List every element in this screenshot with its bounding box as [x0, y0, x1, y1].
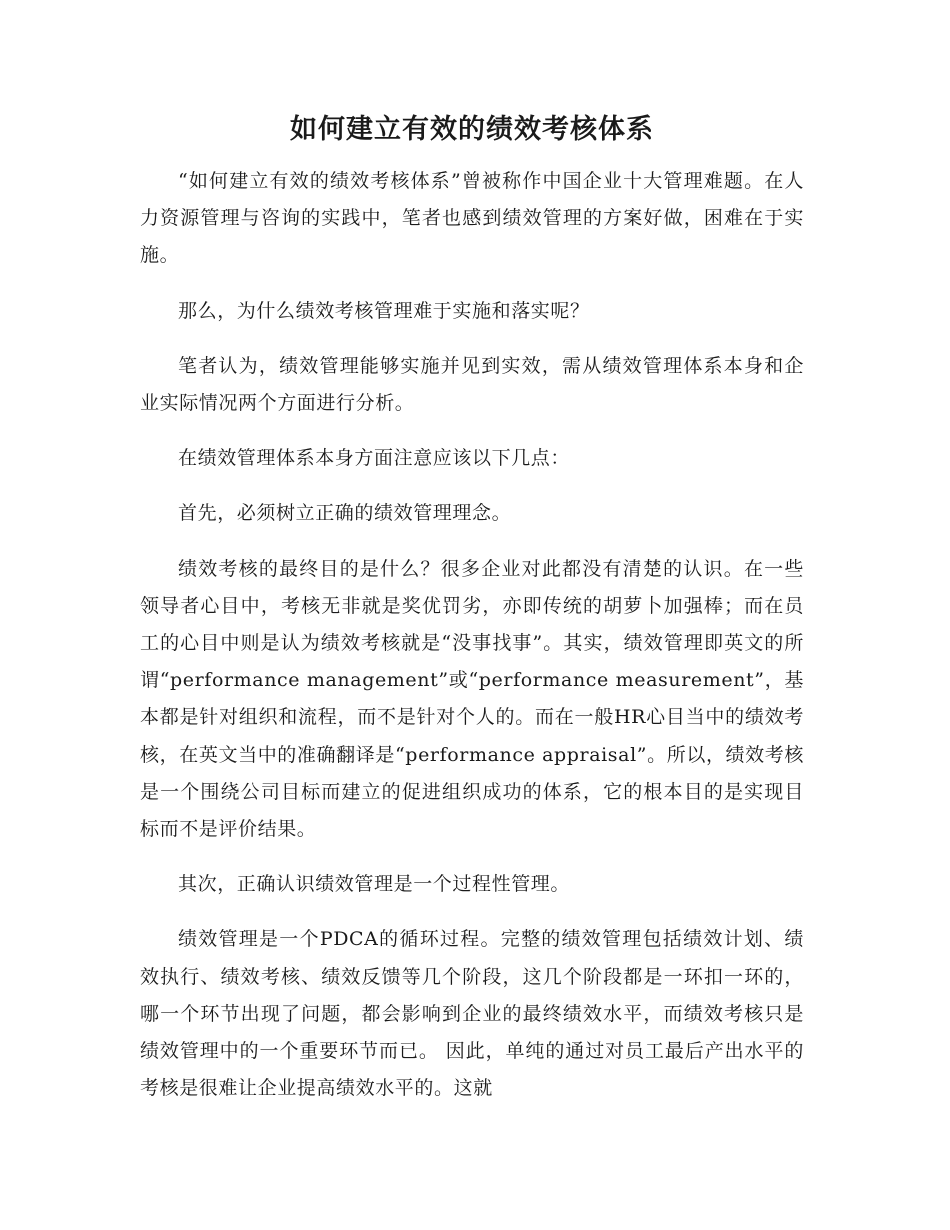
paragraph: 笔者认为，绩效管理能够实施并见到实效，需从绩效管理体系本身和企业实际情况两个方面进行分析。	[140, 354, 804, 415]
paragraph: “如何建立有效的绩效考核体系”曾被称作中国企业十大管理难题。在人力资源管理与咨询的实践中，笔者也感到绩效管理的方案好做，困难在于实施。	[140, 170, 804, 267]
document-title: 如何建立有效的绩效考核体系	[290, 114, 654, 145]
paragraph: 那么，为什么绩效考核管理难于实施和落实呢？	[178, 299, 590, 322]
paragraph: 绩效考核的最终目的是什么？很多企业对此都没有清楚的认识。在一些领导者心目中，考核无非就是奖优罚劣，亦即传统的胡萝卜加强棒；而在员工的心目中则是认为绩效考核就是“没事找事”。其实，绩效管理即英文的所谓“performance management”或“performance measurement”，基本都是针对组织和流程，而不是针对个人的。而在一般HR心目当中的绩效考核，在英文当中的准确翻译是“performance appraisal”。所以，绩效考核是一个围绕公司目标而建立的促进组织成功的体系，它的根本目的是实现目标而不是评价结果。	[140, 557, 804, 841]
document-body	[140, 163, 804, 1125]
paragraph: 在绩效管理体系本身方面注意应该以下几点：	[178, 447, 571, 470]
paragraph: 绩效管理是一个PDCA的循环过程。完整的绩效管理包括绩效计划、绩效执行、绩效考核、绩效反馈等几个阶段，这几个阶段都是一环扣一环的，哪一个环节出现了问题，都会影响到企业的最终绩效水平，而绩效考核只是绩效管理中的一个重要环节而已。 因此，单纯的通过对员工最后产出水平的考核是很难让企业提高绩效水平的。这就	[140, 928, 804, 1100]
paragraph: 其次，正确认识绩效管理是一个过程性管理。	[178, 873, 571, 896]
paragraph: 首先，必须树立正确的绩效管理理念。	[178, 502, 512, 525]
